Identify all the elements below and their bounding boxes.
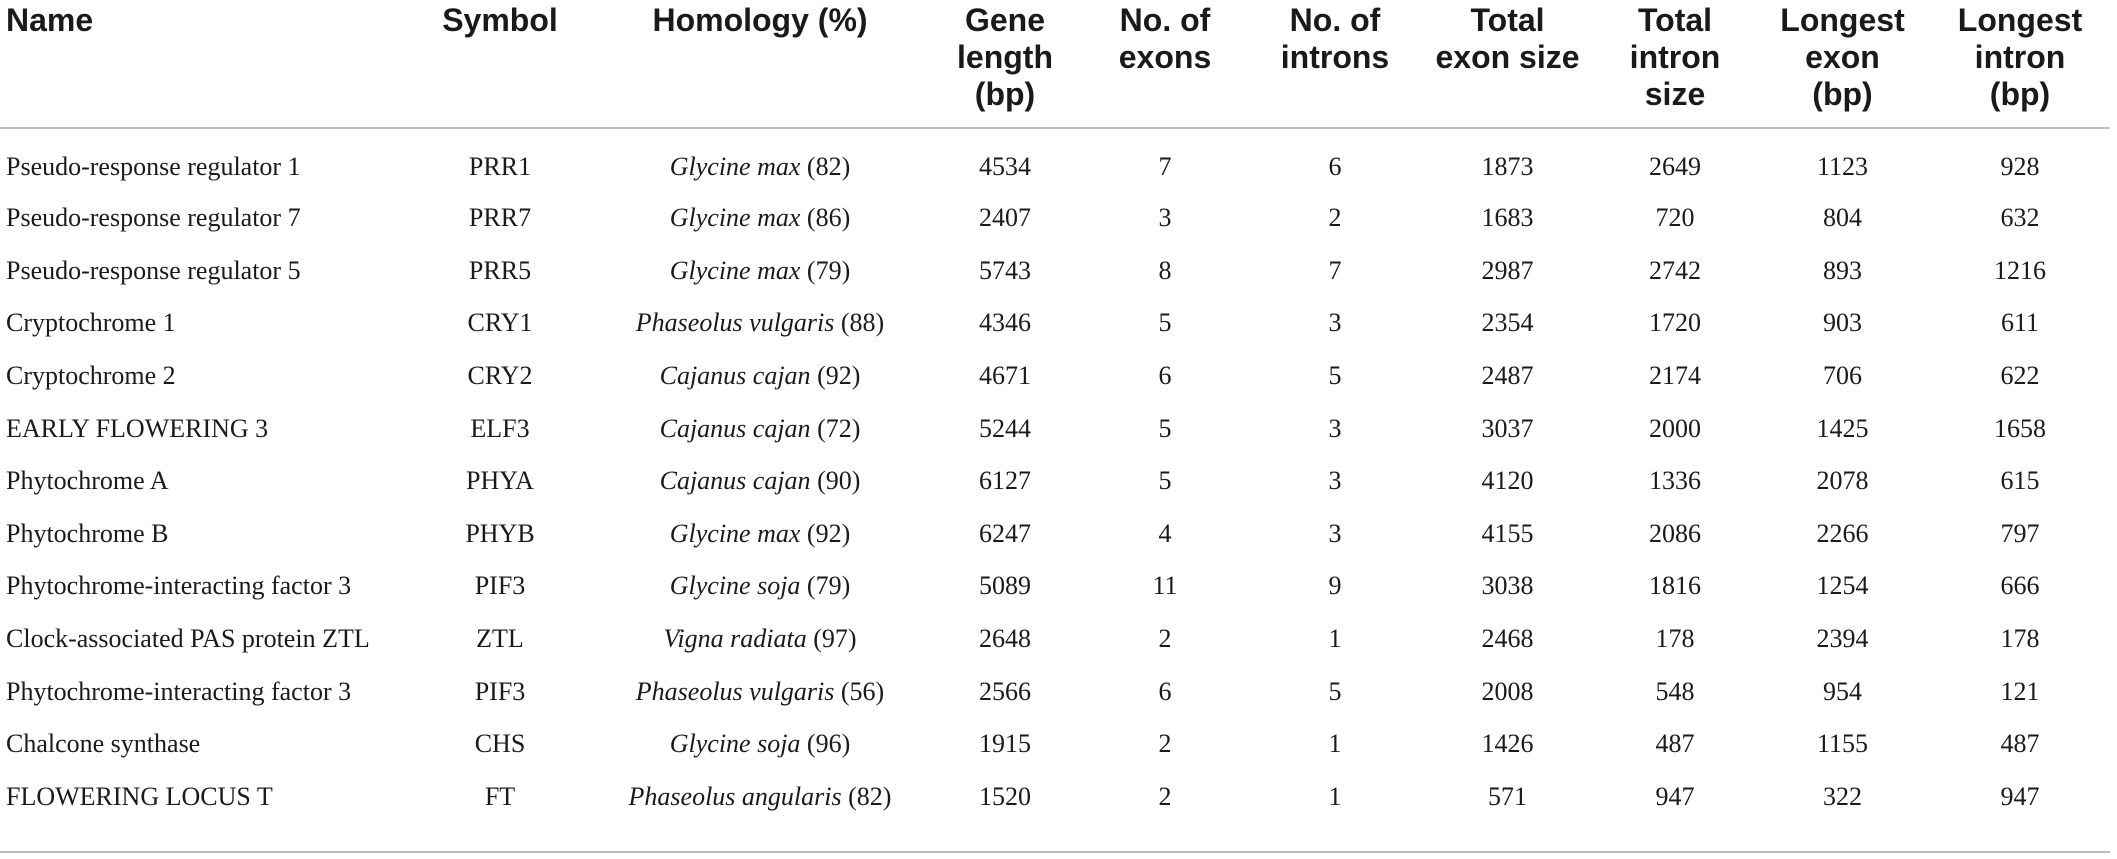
longest-intron-cell: 666 <box>2000 571 2040 601</box>
homology-cell <box>590 192 930 245</box>
homology-percent: (90) <box>817 466 861 496</box>
gene-length-cell: 4671 <box>979 361 1031 391</box>
table-row <box>0 128 2110 192</box>
gene-length-cell: 2566 <box>979 676 1031 706</box>
total-exon-cell: 571 <box>1488 781 1527 811</box>
exons-cell: 5 <box>1158 466 1172 496</box>
longest-exon-cell: 804 <box>1823 203 1862 233</box>
exons-cell: 7 <box>1158 151 1172 181</box>
longest-exon-cell: 954 <box>1823 676 1862 706</box>
longest-exon-cell: 1123 <box>1816 151 1869 181</box>
longest-intron-cell: 121 <box>2000 676 2040 706</box>
species-name: Glycine max <box>669 518 801 548</box>
homology-percent: (82) <box>848 781 892 811</box>
homology-percent: (92) <box>817 361 861 391</box>
homology-percent: (82) <box>806 151 851 181</box>
gene-name-cell: Cryptochrome 1 <box>6 308 176 338</box>
exons-cell: 3 <box>1158 203 1172 233</box>
bottom-rule <box>0 851 2110 853</box>
homology-cell <box>590 771 930 824</box>
introns-cell: 5 <box>1328 676 1342 706</box>
introns-cell: 1 <box>1328 624 1342 654</box>
homology-cell <box>590 718 930 771</box>
total-intron-cell: 2000 <box>1649 413 1701 443</box>
total-exon-cell: 3037 <box>1481 413 1534 443</box>
symbol-cell: ZTL <box>476 624 524 654</box>
species-name: Glycine soja <box>669 729 801 759</box>
header-row <box>0 0 2110 128</box>
table-row <box>0 192 2110 245</box>
exons-cell: 11 <box>1152 571 1178 601</box>
table-row <box>0 350 2110 403</box>
homology-percent: (97) <box>813 624 857 654</box>
symbol-cell: CHS <box>474 729 526 759</box>
introns-cell: 3 <box>1328 518 1342 548</box>
homology-percent: (96) <box>806 729 851 759</box>
longest-exon-cell: 322 <box>1823 781 1862 811</box>
homology-percent: (79) <box>806 255 851 285</box>
longest-exon-cell: 1254 <box>1816 571 1869 601</box>
introns-cell: 6 <box>1328 151 1342 181</box>
symbol-cell: PHYB <box>465 518 535 548</box>
total-intron-cell: 487 <box>1655 729 1695 759</box>
species-name: Cajanus cajan <box>659 361 811 391</box>
species-name: Phaseolus vulgaris <box>635 308 835 338</box>
introns-cell: 7 <box>1328 255 1342 285</box>
species-name: Glycine soja <box>669 571 801 601</box>
exons-cell: 5 <box>1158 413 1172 443</box>
longest-exon-cell: 1425 <box>1816 413 1869 443</box>
species-name: Glycine max <box>669 203 801 233</box>
introns-cell: 2 <box>1328 203 1342 233</box>
longest-intron-cell: 632 <box>2000 203 2040 233</box>
gene-length-cell: 5743 <box>979 255 1031 285</box>
species-name: Glycine max <box>669 255 801 285</box>
longest-intron-cell: 487 <box>2000 729 2040 759</box>
gene-length-cell: 6127 <box>979 466 1031 496</box>
introns-cell: 3 <box>1328 466 1342 496</box>
total-intron-cell: 2174 <box>1649 361 1701 391</box>
gene-name-cell: Phytochrome-interacting factor 3 <box>6 676 352 706</box>
header-gene-length: Gene length (bp) <box>930 0 1080 128</box>
table-row <box>0 613 2110 666</box>
homology-percent: (56) <box>840 676 885 706</box>
gene-name-cell: Clock-associated PAS protein ZTL <box>6 624 370 654</box>
symbol-cell: PRR1 <box>468 151 532 181</box>
total-intron-cell: 947 <box>1655 781 1695 811</box>
table-row <box>0 665 2110 718</box>
table-row <box>0 297 2110 350</box>
total-intron-cell: 548 <box>1655 676 1695 706</box>
homology-cell <box>590 128 930 192</box>
longest-exon-cell: 706 <box>1823 361 1862 391</box>
table-row <box>0 455 2110 508</box>
table-row <box>0 560 2110 613</box>
gene-name-cell: Cryptochrome 2 <box>6 361 176 391</box>
total-intron-cell: 1720 <box>1649 308 1701 338</box>
symbol-cell: CRY1 <box>467 308 533 338</box>
table-header <box>0 0 2110 128</box>
introns-cell: 1 <box>1328 781 1342 811</box>
homology-cell <box>590 508 930 561</box>
longest-intron-cell: 611 <box>2000 308 2040 338</box>
longest-exon-cell: 2394 <box>1816 624 1869 654</box>
header-name: Name <box>0 0 410 128</box>
gene-length-cell: 1520 <box>979 781 1031 811</box>
homology-cell <box>590 665 930 718</box>
species-name: Cajanus cajan <box>659 466 811 496</box>
symbol-cell: FT <box>484 781 516 811</box>
gene-name-cell: Pseudo-response regulator 1 <box>6 151 301 181</box>
homology-cell <box>590 245 930 298</box>
longest-intron-cell: 178 <box>2000 624 2040 654</box>
symbol-cell: PRR7 <box>468 203 532 233</box>
longest-intron-cell: 622 <box>2000 361 2040 391</box>
exons-cell: 4 <box>1158 518 1172 548</box>
total-exon-cell: 1683 <box>1481 203 1534 233</box>
longest-intron-cell: 928 <box>2000 151 2040 181</box>
homology-percent: (72) <box>817 413 861 443</box>
gene-name-cell: EARLY FLOWERING 3 <box>6 413 269 443</box>
total-exon-cell: 2354 <box>1481 308 1534 338</box>
homology-cell <box>590 297 930 350</box>
species-name: Vigna radiata <box>663 624 807 654</box>
longest-intron-cell: 797 <box>2000 518 2040 548</box>
total-intron-cell: 2086 <box>1649 518 1701 548</box>
homology-cell <box>590 350 930 403</box>
gene-length-cell: 4534 <box>979 151 1031 181</box>
gene-length-cell: 6247 <box>979 518 1031 548</box>
longest-exon-cell: 1155 <box>1816 729 1869 759</box>
header-introns: No. of introns <box>1250 0 1420 128</box>
total-intron-cell: 1816 <box>1649 571 1701 601</box>
longest-intron-cell: 615 <box>2000 466 2040 496</box>
total-exon-cell: 2468 <box>1481 624 1534 654</box>
gene-name-cell: Phytochrome B <box>6 518 169 548</box>
exons-cell: 2 <box>1158 781 1172 811</box>
homology-percent: (79) <box>806 571 851 601</box>
exons-cell: 2 <box>1158 624 1172 654</box>
table-row <box>0 245 2110 298</box>
total-intron-cell: 2742 <box>1649 255 1701 285</box>
table-body <box>0 128 2110 823</box>
introns-cell: 3 <box>1328 413 1342 443</box>
homology-percent: (92) <box>806 518 851 548</box>
longest-exon-cell: 903 <box>1823 308 1862 338</box>
header-symbol: Symbol <box>410 0 590 128</box>
longest-exon-cell: 2266 <box>1816 518 1869 548</box>
symbol-cell: PHYA <box>466 466 534 496</box>
homology-cell <box>590 560 930 613</box>
gene-name-cell: Phytochrome-interacting factor 3 <box>6 571 352 601</box>
header-homology: Homology (%) <box>590 0 930 128</box>
gene-length-cell: 2407 <box>979 203 1031 233</box>
total-exon-cell: 2008 <box>1481 676 1534 706</box>
homology-cell <box>590 613 930 666</box>
species-name: Glycine max <box>669 151 801 181</box>
introns-cell: 3 <box>1328 308 1342 338</box>
total-exon-cell: 1873 <box>1481 151 1534 181</box>
longest-intron-cell: 947 <box>2000 781 2040 811</box>
gene-length-cell: 4346 <box>979 308 1031 338</box>
header-exons: No. of exons <box>1080 0 1250 128</box>
gene-name-cell: FLOWERING LOCUS T <box>6 781 273 811</box>
total-intron-cell: 178 <box>1655 624 1695 654</box>
total-intron-cell: 720 <box>1655 203 1695 233</box>
gene-length-cell: 5244 <box>979 413 1031 443</box>
total-exon-cell: 2487 <box>1481 361 1534 391</box>
table-row <box>0 508 2110 561</box>
gene-length-cell: 1915 <box>979 729 1031 759</box>
exons-cell: 8 <box>1158 255 1172 285</box>
total-exon-cell: 4155 <box>1481 518 1534 548</box>
species-name: Phaseolus vulgaris <box>635 676 835 706</box>
longest-exon-cell: 893 <box>1823 255 1862 285</box>
longest-intron-cell: 1216 <box>1994 255 2046 285</box>
symbol-cell: ELF3 <box>470 413 530 443</box>
gene-name-cell: Chalcone synthase <box>6 729 201 759</box>
total-exon-cell: 2987 <box>1481 255 1534 285</box>
longest-exon-cell: 2078 <box>1816 466 1869 496</box>
symbol-cell: PIF3 <box>474 676 526 706</box>
total-intron-cell: 1336 <box>1649 466 1701 496</box>
header-longest-intron: Longest intron (bp) <box>1930 0 2110 128</box>
table-row <box>0 771 2110 824</box>
gene-length-cell: 2648 <box>979 624 1031 654</box>
exons-cell: 2 <box>1158 729 1172 759</box>
gene-name-cell: Phytochrome A <box>6 466 169 496</box>
homology-percent: (86) <box>806 203 851 233</box>
longest-intron-cell: 1658 <box>1994 413 2046 443</box>
species-name: Cajanus cajan <box>659 413 811 443</box>
introns-cell: 5 <box>1328 361 1342 391</box>
gene-name-cell: Pseudo-response regulator 5 <box>6 255 301 285</box>
species-name: Phaseolus angularis <box>628 781 842 811</box>
header-longest-exon: Longest exon (bp) <box>1755 0 1930 128</box>
total-exon-cell: 3038 <box>1481 571 1534 601</box>
homology-percent: (88) <box>840 308 885 338</box>
table-row <box>0 402 2110 455</box>
header-total-exon-size: Total exon size <box>1420 0 1595 128</box>
total-intron-cell: 2649 <box>1649 151 1701 181</box>
total-exon-cell: 4120 <box>1481 466 1534 496</box>
introns-cell: 1 <box>1328 729 1342 759</box>
homology-cell <box>590 455 930 508</box>
header-total-intron-size: Total intron size <box>1595 0 1755 128</box>
symbol-cell: PIF3 <box>474 571 526 601</box>
symbol-cell: CRY2 <box>467 361 533 391</box>
table-row <box>0 718 2110 771</box>
gene-length-cell: 5089 <box>979 571 1031 601</box>
introns-cell: 9 <box>1328 571 1342 601</box>
homology-cell <box>590 402 930 455</box>
symbol-cell: PRR5 <box>468 255 532 285</box>
gene-name-cell: Pseudo-response regulator 7 <box>6 203 301 233</box>
exons-cell: 6 <box>1158 361 1172 391</box>
exons-cell: 5 <box>1158 308 1172 338</box>
total-exon-cell: 1426 <box>1481 729 1534 759</box>
exons-cell: 6 <box>1158 676 1172 706</box>
